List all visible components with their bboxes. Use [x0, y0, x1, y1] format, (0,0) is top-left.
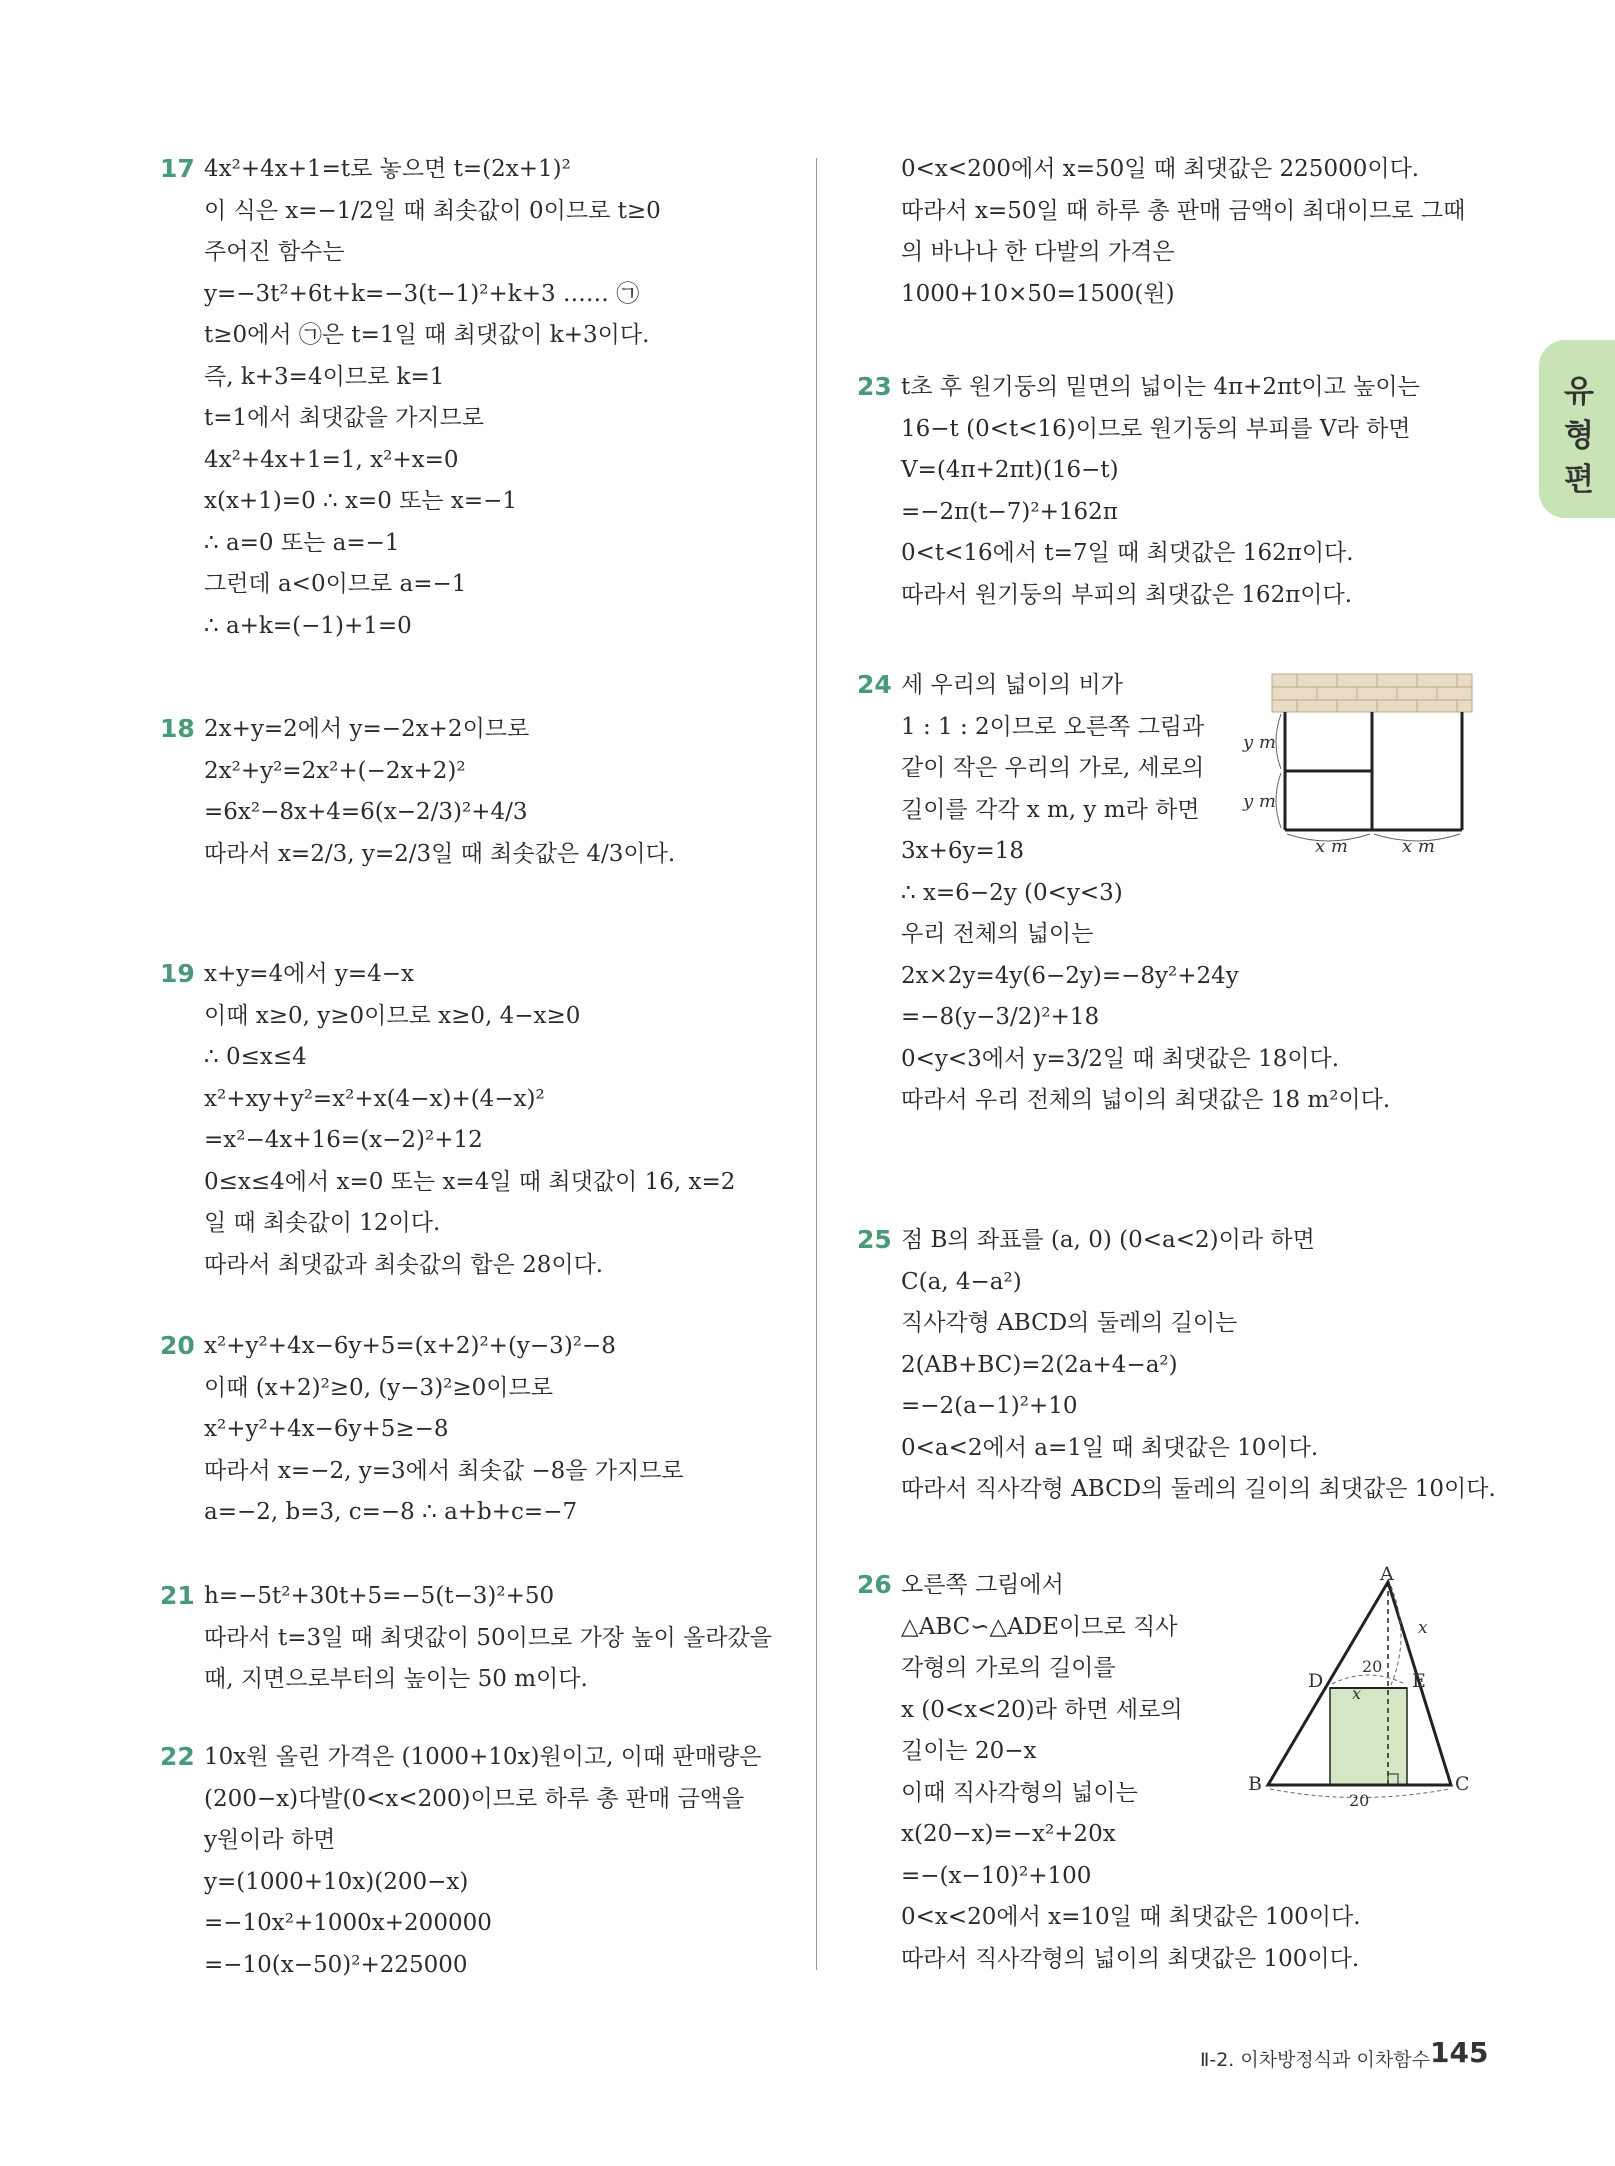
solution-line: x (0<x<20)라 하면 세로의 — [901, 1696, 1183, 1723]
solution-line: 4x²+4x+1=1, x²+x=0 — [204, 446, 459, 473]
solution-line: 0<a<2에서 a=1일 때 최댓값은 10이다. — [901, 1434, 1319, 1461]
problem-number: 18 — [160, 714, 195, 743]
solution-line: 10x원 올린 가격은 (1000+10x)원이고, 이때 판매량은 — [204, 1744, 762, 1770]
solution-line: 따라서 t=3일 때 최댓값이 50이므로 가장 높이 올라갔을 — [204, 1624, 772, 1651]
solution-line: 직사각형 ABCD의 둘레의 길이는 — [901, 1310, 1238, 1336]
solution-line: a=−2, b=3, c=−8 ∴ a+b+c=−7 — [204, 1499, 578, 1525]
solution-line: 각형의 가로의 길이를 — [901, 1655, 1116, 1681]
column-divider — [816, 158, 817, 1970]
solution-line: (200−x)다발(0<x<200)이므로 하루 총 판매 금액을 — [204, 1785, 745, 1812]
solution-line: 때, 지면으로부터의 높이는 50 m이다. — [204, 1666, 588, 1692]
solution-line: 3x+6y=18 — [901, 838, 1025, 864]
solution-line: 1 : 1 : 2이므로 오른쪽 그림과 — [901, 713, 1205, 740]
solution-line: 2x²+y²=2x²+(−2x+2)² — [204, 757, 466, 784]
solution-line: 그런데 a<0이므로 a=−1 — [204, 571, 467, 597]
solution-line: t=1에서 최댓값을 가지므로 — [204, 405, 484, 431]
problem-number: 17 — [160, 154, 195, 183]
section-tab — [1539, 340, 1615, 518]
solution-line: 주어진 함수는 — [204, 239, 345, 265]
figure-26-triangle — [1236, 1566, 1476, 1816]
solution-line: =−10x²+1000x+200000 — [204, 1910, 492, 1936]
brick-wall — [1272, 674, 1472, 712]
solution-line: 즉, k+3=4이므로 k=1 — [204, 363, 445, 390]
label-height-20: 20 — [1362, 1657, 1383, 1676]
label-y-top: y m — [1243, 732, 1276, 753]
solution-line: =6x²−8x+4=6(x−2/3)²+4/3 — [204, 799, 528, 825]
solution-line: 2x×2y=4y(6−2y)=−8y²+24y — [901, 962, 1239, 989]
vertex-b: B — [1248, 1773, 1262, 1795]
vertex-c: C — [1455, 1773, 1470, 1795]
solution-line: 2(AB+BC)=2(2a+4−a²) — [901, 1351, 1178, 1378]
solution-line: 0<x<200에서 x=50일 때 최댓값은 225000이다. — [901, 156, 1420, 182]
solution-line: x(20−x)=−x²+20x — [901, 1821, 1116, 1847]
solution-line: 따라서 x=50일 때 하루 총 판매 금액이 최대이므로 그때 — [901, 197, 1466, 224]
solution-line: 따라서 직사각형 ABCD의 둘레의 길이의 최댓값은 10이다. — [901, 1476, 1496, 1502]
solution-line: 일 때 최솟값이 12이다. — [204, 1210, 441, 1236]
figure-24-pens — [1235, 668, 1475, 853]
solution-line: 이때 직사각형의 넓이는 — [901, 1779, 1138, 1806]
solution-line: 이 식은 x=−1/2일 때 최솟값이 0이므로 t≥0 — [204, 197, 661, 224]
problem-number: 26 — [857, 1570, 892, 1599]
solution-line: t≥0에서 ㉠은 t=1일 때 최댓값이 k+3이다. — [204, 322, 650, 348]
solution-line: x(x+1)=0 ∴ x=0 또는 x=−1 — [204, 488, 518, 514]
solution-line: y원이라 하면 — [204, 1827, 336, 1853]
label-x-left: x m — [1315, 836, 1348, 853]
solution-line: 0<x<20에서 x=10일 때 최댓값은 100이다. — [901, 1904, 1361, 1930]
solution-line: =−10(x−50)²+225000 — [204, 1951, 468, 1978]
solution-line: y=−3t²+6t+k=−3(t−1)²+k+3 …… ㉠ — [204, 280, 640, 307]
solution-line: =−2(a−1)²+10 — [901, 1393, 1078, 1419]
solution-line: 길이를 각각 x m, y m라 하면 — [901, 796, 1200, 823]
problem-number: 21 — [160, 1581, 195, 1610]
solution-line: 이때 x≥0, y≥0이므로 x≥0, 4−x≥0 — [204, 1002, 581, 1029]
solution-line: =−(x−10)²+100 — [901, 1862, 1092, 1889]
vertex-a: A — [1380, 1566, 1394, 1585]
solution-line: 길이는 20−x — [901, 1738, 1037, 1764]
problem-number: 24 — [857, 670, 892, 699]
solution-line: x+y=4에서 y=4−x — [204, 961, 415, 987]
solution-line: 따라서 x=−2, y=3에서 최솟값 −8을 가지므로 — [204, 1457, 684, 1484]
solution-line: ∴ 0≤x≤4 — [204, 1044, 307, 1070]
solution-line: △ABC∽△ADE이므로 직사 — [901, 1613, 1178, 1640]
solution-line: 의 바나나 한 다발의 가격은 — [901, 239, 1175, 265]
solution-line: C(a, 4−a²) — [901, 1268, 1022, 1295]
solution-line: h=−5t²+30t+5=−5(t−3)²+50 — [204, 1583, 555, 1609]
problem-number: 23 — [857, 372, 892, 401]
solution-line: y=(1000+10x)(200−x) — [204, 1868, 469, 1895]
solution-line: 1000+10×50=1500(원) — [901, 280, 1175, 307]
label-x-top: x — [1418, 1618, 1428, 1638]
solution-line: 우리 전체의 넓이는 — [901, 921, 1094, 947]
solution-line: ∴ x=6−2y (0<y<3) — [901, 879, 1123, 906]
solution-line: x²+y²+4x−6y+5≥−8 — [204, 1416, 449, 1442]
solution-line: 따라서 최댓값과 최솟값의 합은 28이다. — [204, 1251, 604, 1278]
vertex-e: E — [1412, 1670, 1426, 1692]
solution-line: =−8(y−3/2)²+18 — [901, 1004, 1100, 1030]
solution-line: t초 후 원기둥의 밑면의 넓이는 4π+2πt이고 높이는 — [901, 374, 1420, 400]
solution-line: =−2π(t−7)²+162π — [901, 498, 1118, 525]
solution-line: V=(4π+2πt)(16−t) — [901, 457, 1119, 483]
pen-fences — [1285, 712, 1462, 830]
label-base-20: 20 — [1349, 1791, 1370, 1810]
solution-line: 따라서 우리 전체의 넓이의 최댓값은 18 m²이다. — [901, 1087, 1391, 1113]
solution-line: =x²−4x+16=(x−2)²+12 — [204, 1127, 483, 1153]
brace-y-top — [1276, 714, 1281, 769]
solution-line: 2x+y=2에서 y=−2x+2이므로 — [204, 716, 530, 742]
label-x-right: x m — [1402, 836, 1435, 853]
problem-number: 22 — [160, 1742, 195, 1771]
solution-line: 0<t<16에서 t=7일 때 최댓값은 162π이다. — [901, 540, 1354, 566]
solution-line: 이때 (x+2)²≥0, (y−3)²≥0이므로 — [204, 1374, 553, 1401]
problem-number: 19 — [160, 959, 195, 988]
solution-line: 같이 작은 우리의 가로, 세로의 — [901, 755, 1205, 781]
footer-chapter: Ⅱ-2. 이차방정식과 이차함수 — [1200, 2049, 1430, 2071]
solution-line: 따라서 직사각형의 넓이의 최댓값은 100이다. — [901, 1945, 1360, 1972]
label-y-bottom: y m — [1243, 791, 1276, 812]
vertex-d: D — [1308, 1670, 1324, 1692]
solution-line: 점 B의 좌표를 (a, 0) (0<a<2)이라 하면 — [901, 1227, 1315, 1253]
problem-number: 20 — [160, 1331, 195, 1360]
page-number: 145 — [1430, 2036, 1489, 2069]
solution-line: 0≤x≤4에서 x=0 또는 x=4일 때 최댓값이 16, x=2 — [204, 1168, 736, 1195]
problem-number: 25 — [857, 1225, 892, 1254]
solution-line: 16−t (0<t<16)이므로 원기둥의 부피를 V라 하면 — [901, 415, 1411, 442]
solution-line: 4x²+4x+1=t로 놓으면 t=(2x+1)² — [204, 156, 571, 182]
section-tab-label: 유형편 — [1564, 374, 1594, 498]
solution-line: ∴ a=0 또는 a=−1 — [204, 529, 400, 556]
label-x-de: x — [1352, 1684, 1362, 1703]
solution-line: 오른쪽 그림에서 — [901, 1572, 1064, 1598]
solution-line: 따라서 원기둥의 부피의 최댓값은 162π이다. — [901, 581, 1353, 608]
solution-line: ∴ a+k=(−1)+1=0 — [204, 612, 412, 639]
solution-line: 따라서 x=2/3, y=2/3일 때 최솟값은 4/3이다. — [204, 840, 676, 867]
brace-y-bottom — [1276, 773, 1281, 828]
solution-line: 세 우리의 넓이의 비가 — [901, 672, 1123, 698]
solution-line: 0<y<3에서 y=3/2일 때 최댓값은 18이다. — [901, 1045, 1340, 1072]
solution-line: x²+xy+y²=x²+x(4−x)+(4−x)² — [204, 1085, 545, 1112]
inscribed-rectangle — [1330, 1688, 1407, 1785]
solution-line: x²+y²+4x−6y+5=(x+2)²+(y−3)²−8 — [204, 1333, 616, 1359]
